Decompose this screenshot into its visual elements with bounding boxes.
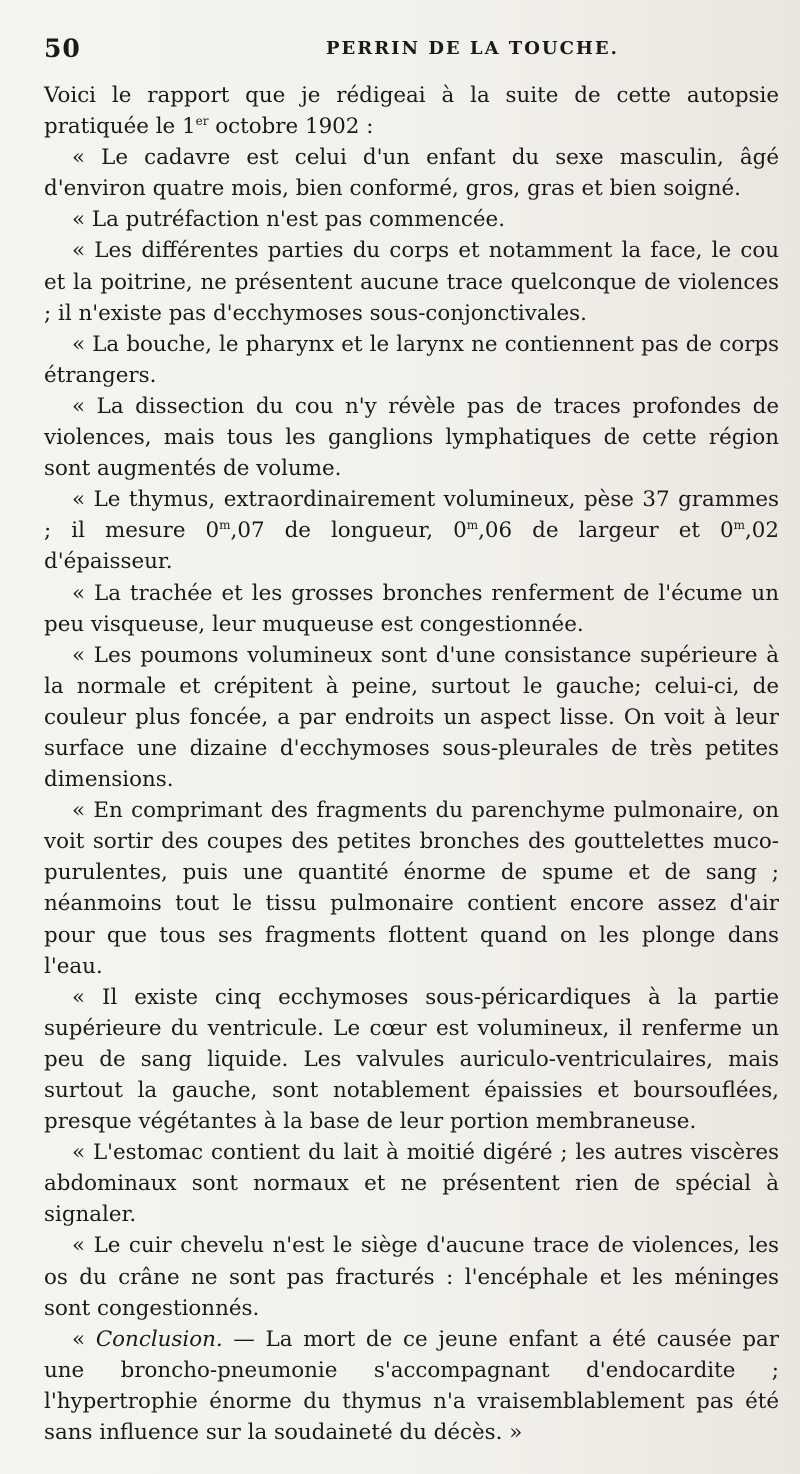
paragraph: « Le cadavre est celui d'un enfant du sexe masculin, âgé d'environ quatre mois, bien conformé, gros, gras et bien soigné. bbox=[44, 145, 779, 202]
paragraph: « Les poumons volumineux sont d'une consistance supérieure à la normale et crépitent à peine, surtout le gauche; celui-ci, de couleur plus foncée, a par endroits un aspect lisse. On voit à leur surface une dizaine d'ecchymoses sous-pleurales de très petites dimensions. bbox=[44, 642, 779, 793]
conclusion-label: Conclusion. bbox=[95, 1326, 223, 1352]
paragraph: « Les différentes parties du corps et notamment la face, le cou et la poitrine, ne présentent aucune trace quelconque de violences ; il n'existe pas d'ecchymoses sous-conjonctivales. bbox=[44, 238, 779, 326]
paragraph: « La dissection du cou n'y révèle pas de traces profondes de violences, mais tous les ganglions lymphatiques de cette région sont augmentés de volume. bbox=[44, 393, 779, 482]
paragraph: « La bouche, le pharynx et le larynx ne contiennent pas de corps étrangers. bbox=[44, 331, 779, 388]
paragraph: « Il existe cinq ecchymoses sous-péricardiques à la partie supérieure du ventricule. Le cœur est volumineux, il renferme un peu de sang liquide. Les valvules auriculo-ventriculaires, mais surtout la gauche, sont notablement épaissies et boursouflées, presque végétantes à la base de leur portion membraneuse. bbox=[44, 984, 779, 1135]
page-header bbox=[44, 34, 764, 68]
paragraph-intro: Voici le rapport que je rédigeai à la suite de cette autopsie pratiquée le 1er octobre 1902 : bbox=[44, 83, 779, 140]
paragraph-conclusion: « Conclusion. — La mort de ce jeune enfant a été causée par une broncho-pneumonie s'accompagnant d'endocardite ; l'hypertrophie énorme du thymus n'a vraisemblablement pas été sans influence sur la soudaineté du décès. » bbox=[44, 1326, 779, 1446]
paragraph: « La trachée et les grosses bronches renferment de l'écume un peu visqueuse, leur muqueuse est congestionnée. bbox=[44, 580, 779, 637]
paragraph: « Le cuir chevelu n'est le siège d'aucune trace de violences, les os du crâne ne sont pas fracturés : l'encéphale et les méninges sont congestionnés. bbox=[44, 1233, 779, 1321]
body-text bbox=[44, 80, 779, 1448]
paragraph: « L'estomac contient du lait à moitié digéré ; les autres viscères abdominaux sont normaux et ne présentent rien de spécial à signaler. bbox=[44, 1140, 779, 1228]
paragraph-thymus: « Le thymus, extraordinairement volumineux, pèse 37 grammes ; il mesure 0$^m$,07 de longueur, 0$^m$,06 de largeur et 0$^m$,02 d'épaisseur. bbox=[44, 487, 780, 575]
running-head: PERRIN DE LA TOUCHE. bbox=[326, 38, 619, 59]
paragraph: « La putréfaction n'est pas commencée. bbox=[72, 207, 506, 233]
paragraph: « En comprimant des fragments du parenchyme pulmonaire, on voit sortir des coupes des petites bronches des gouttelettes muco-purulentes, puis une quantité énorme de spume et de sang ; néanmoins tout le tissu pulmonaire contient encore assez d'air pour que tous ses fragments flottent quand on les plonge dans l'eau. bbox=[44, 798, 779, 979]
page-number: 50 bbox=[44, 34, 81, 63]
